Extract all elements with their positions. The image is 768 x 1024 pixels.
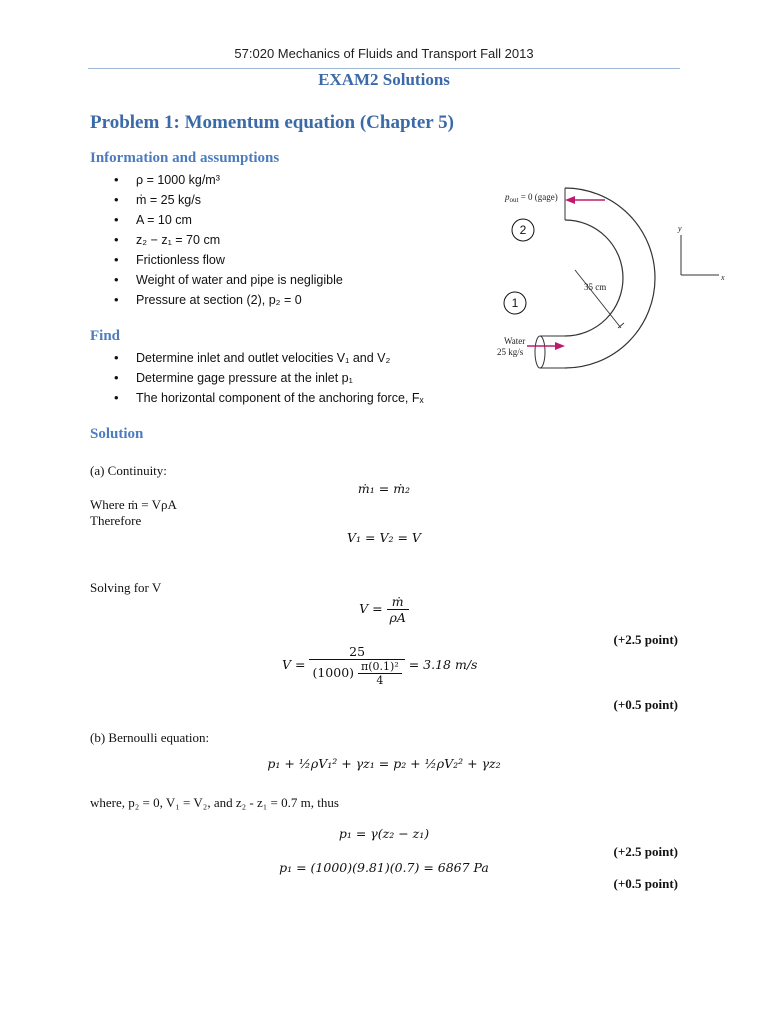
list-item: • z₂ − z₁ = 70 cm <box>114 230 343 250</box>
solving-text: Solving for V <box>90 580 162 595</box>
info-heading: Information and assumptions <box>90 150 280 166</box>
section-2-label: 2 <box>519 223 527 237</box>
v-fraction: $\frac{\text{ṁ}}{\rho A}$ <box>387 594 409 625</box>
continuity-label: (a) Continuity: <box>90 463 167 478</box>
radius-line <box>575 270 621 328</box>
p1-equation: p₁ = γ(z₂ − z₁) <box>338 826 430 841</box>
flow-label: 25 kg/s <box>497 347 524 357</box>
water-label: Water <box>504 336 526 346</box>
list-item: • The horizontal component of the anchoring force, Fₓ <box>114 388 424 408</box>
exam-title: EXAM2 Solutions <box>318 70 450 89</box>
inner-wall <box>565 220 623 336</box>
where-text: Where ṁ = VρA <box>90 497 177 512</box>
y-axis-label: y <box>678 224 682 233</box>
list-item: • A = 10 cm <box>114 210 343 230</box>
therefore-text: Therefore <box>90 513 142 528</box>
p1-numeric-equation: p₁ = (1000)(9.81)(0.7) = 6867 Pa <box>279 860 489 875</box>
list-item: • Determine gage pressure at the inlet p₁ <box>114 368 424 388</box>
x-axis-label: x <box>721 273 725 282</box>
v-formula: V = $\frac{\text{ṁ}}{\rho A}$ <box>0 594 768 625</box>
outer-wall <box>565 188 655 368</box>
find-list <box>114 348 424 408</box>
where-conditions: where, p₂ = 0, V₁ = V₂, and z₂ - z₁ = 0.7 m, thus <box>90 795 339 810</box>
point-badge: (+2.5 point) <box>613 844 678 859</box>
header-rule <box>88 68 680 69</box>
continuity-equation: ṁ₁ = ṁ₂ <box>357 481 411 496</box>
list-item: • ρ = 1000 kg/m³ <box>114 170 343 190</box>
list-item: • ṁ = 25 kg/s <box>114 190 343 210</box>
point-badge: (+0.5 point) <box>613 697 678 712</box>
inlet-arrowhead <box>555 342 565 350</box>
v-numeric-formula: V = 25 (1000) $\frac{\text{π(0.1)²}}{4}$ = 3.18 m/s <box>282 644 478 687</box>
problem-title: Problem 1: Momentum equation (Chapter 5) <box>90 112 454 133</box>
find-heading: Find <box>90 328 121 344</box>
point-badge: (+0.5 point) <box>613 876 678 891</box>
pipe-bend-figure <box>495 180 735 380</box>
list-item: • Pressure at section (2), p₂ = 0 <box>114 290 343 310</box>
list-item: • Determine inlet and outlet velocities V₁ and V₂ <box>114 348 424 368</box>
solution-heading: Solution <box>90 426 144 442</box>
velocity-equation: V₁ = V₂ = V <box>347 530 421 545</box>
section-1-label: 1 <box>511 296 519 310</box>
course-header: 57:020 Mechanics of Fluids and Transport Fall 2013 <box>234 46 534 61</box>
inlet-opening <box>535 336 545 368</box>
v-numeric-fraction: 25 (1000) $\frac{\text{π(0.1)²}}{4}$ <box>309 644 404 687</box>
bernoulli-label: (b) Bernoulli equation: <box>90 730 210 745</box>
point-badge: (+2.5 point) <box>613 632 678 647</box>
outlet-arrowhead <box>565 196 575 204</box>
list-item: • Weight of water and pipe is negligible <box>114 270 343 290</box>
info-list <box>114 170 343 310</box>
list-item: • Frictionless flow <box>114 250 343 270</box>
bernoulli-equation: p₁ + ½ρV₁² + γz₁ = p₂ + ½ρV₂² + γz₂ <box>267 756 501 771</box>
p-out-label: $p_{out} = 0$ (gage) <box>505 192 558 204</box>
radius-label: 35 cm <box>584 282 607 292</box>
